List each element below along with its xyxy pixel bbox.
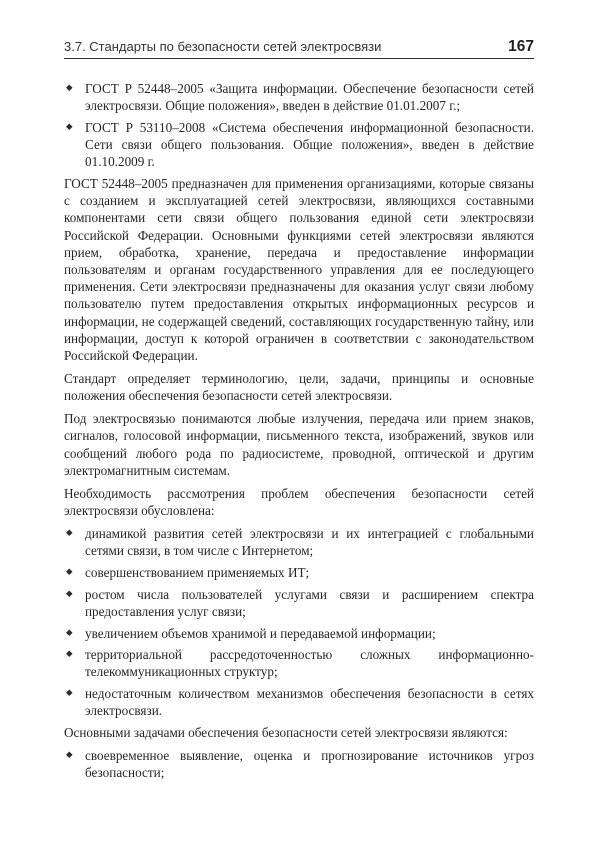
diamond-bullet-icon: ◆ <box>66 627 73 638</box>
diamond-bullet-icon: ◆ <box>66 750 73 761</box>
list-item-text: ростом числа пользователей услугами связи и расширением спектра предоставления услуг связи; <box>85 586 534 619</box>
diamond-bullet-icon: ◆ <box>66 649 73 660</box>
list-item-text: ГОСТ Р 52448–2005 «Защита информации. Обеспечение безопасности сетей электросвязи. Общие положения», введен в действие 01.01.2007 г.; <box>85 81 534 114</box>
diamond-bullet-icon: ◆ <box>66 83 73 93</box>
list-item-text: недостаточным количеством механизмов обеспечения безопасности в сетях электросвязи. <box>85 686 534 719</box>
tasks-list <box>64 747 534 781</box>
paragraph: Стандарт определяет терминологию, цели, задачи, принципы и основные положения обеспечения безопасности сетей электросвязи. <box>64 371 534 404</box>
paragraph: Необходимость рассмотрения проблем обеспечения безопасности сетей электросвязи обусловлена: <box>64 485 534 519</box>
list-item-text: своевременное выявление, оценка и прогнозирование источников угроз безопасности; <box>85 748 534 781</box>
list-item-text: динамикой развития сетей электросвязи и их интеграцией с глобальными сетями связи, в том числе с Интернетом; <box>85 526 534 559</box>
list-item <box>64 525 534 559</box>
standards-list <box>64 80 534 171</box>
body-text <box>64 80 534 782</box>
book-page <box>64 38 534 786</box>
list-item <box>64 625 534 642</box>
diamond-bullet-icon: ◆ <box>66 528 73 539</box>
list-item <box>64 119 534 171</box>
list-item <box>64 564 534 581</box>
paragraph: Основными задачами обеспечения безопасности сетей электросвязи являются: <box>64 725 508 741</box>
reasons-list <box>64 525 534 720</box>
list-item-text: территориальной рассредоточенностью сложных информационно-телекоммуникационных структур; <box>85 647 534 680</box>
list-item <box>64 685 534 719</box>
list-item-text: ГОСТ Р 53110–2008 «Система обеспечения информационной безопасности. Сети связи общего пользования. Общие положения», введен в действие 01.10.2009 г. <box>85 119 534 170</box>
diamond-bullet-icon: ◆ <box>66 588 73 599</box>
list-item <box>64 586 534 620</box>
diamond-bullet-icon: ◆ <box>66 121 73 132</box>
list-item-text: совершенствованием применяемых ИТ; <box>85 564 310 580</box>
list-item <box>64 646 534 680</box>
diamond-bullet-icon: ◆ <box>66 566 73 577</box>
paragraph: Под электросвязью понимаются любые излучения, передача или прием знаков, сигналов, голосовой информации, письменного текста, изображений, звуков или сообщений любого рода по радиосистеме, проводной, оптической и другим электромагнитным системам. <box>64 411 534 478</box>
section-title: 3.7. Стандарты по безопасности сетей электросвязи <box>64 39 382 54</box>
page-number: 167 <box>508 38 534 55</box>
paragraph: ГОСТ 52448–2005 предназначен для применения организациями, которые связаны с созданием и эксплуатацией сетей электросвязи, являющихся составными компонентами сети связи общего пользования единой сети электросвязи Российской Федерации. Основными функциями сетей электросвязи являются прием, обработка, хранение, передача и предоставление информации пользователям и органам государственного управления для ее последующего применения. Сети электросвязи предназначены для оказания услуг связи любому пользователю путем предоставления открытых информационных ресурсов и информации, не содержащей сведений, составляющих государственную тайну, или информации, доступ к которой ограничен в соответствии с законодательством Российской Федерации. <box>64 176 534 364</box>
list-item <box>64 747 534 781</box>
list-item <box>64 80 534 114</box>
list-item-text: увеличением объемов хранимой и передаваемой информации; <box>85 625 436 641</box>
diamond-bullet-icon: ◆ <box>66 688 73 699</box>
running-header <box>64 38 534 59</box>
